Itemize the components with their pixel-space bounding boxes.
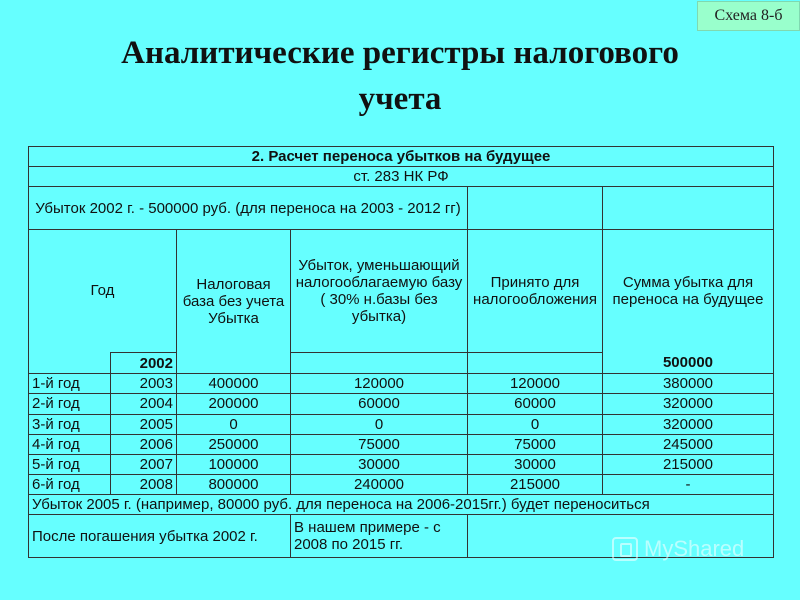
example-period-note: В нашем примере - с 2008 по 2015 гг. [291, 515, 468, 558]
table-row [29, 434, 774, 454]
row-carry-forward: 320000 [603, 414, 774, 434]
row-tax-base: 0 [177, 414, 291, 434]
loss-note: Убыток 2002 г. - 500000 руб. (для переноса на 2003 - 2012 гг) [29, 187, 468, 229]
table-row [29, 394, 774, 414]
watermark [612, 536, 744, 562]
row-year: 2007 [111, 454, 177, 474]
row-loss-reducing: 120000 [291, 374, 468, 394]
row-year: 2008 [111, 475, 177, 495]
row-year: 2005 [111, 414, 177, 434]
row-accepted: 215000 [468, 475, 603, 495]
row-carry-forward: 245000 [603, 434, 774, 454]
row-tax-base: 800000 [177, 475, 291, 495]
column-header-accepted: Принято для налогообложения [468, 229, 603, 352]
empty-cell [291, 352, 468, 373]
table-row [29, 454, 774, 474]
row-tax-base: 100000 [177, 454, 291, 474]
slide-title [0, 30, 800, 122]
table-row [29, 374, 774, 394]
row-carry-forward: - [603, 475, 774, 495]
row-year: 2004 [111, 394, 177, 414]
row-loss-reducing: 0 [291, 414, 468, 434]
row-tax-base: 200000 [177, 394, 291, 414]
row-label: 6-й год [29, 475, 111, 495]
row-label: 4-й год [29, 434, 111, 454]
row-carry-forward: 320000 [603, 394, 774, 414]
row-label: 1-й год [29, 374, 111, 394]
empty-cell [468, 352, 603, 373]
empty-cell [468, 187, 603, 229]
table-row [29, 475, 774, 495]
row-accepted: 30000 [468, 454, 603, 474]
row-accepted: 0 [468, 414, 603, 434]
slide-title-line-2: учета [358, 81, 442, 117]
row-accepted: 120000 [468, 374, 603, 394]
row-tax-base: 400000 [177, 374, 291, 394]
column-header-loss-reducing: Убыток, уменьшающий налогооблагаемую базу ( 30% н.базы без убытка) [291, 229, 468, 352]
column-header-year: Год [29, 229, 177, 352]
row-label: 2-й год [29, 394, 111, 414]
base-year: 2002 [111, 352, 177, 373]
tax-code-article: ст. 283 НК РФ [29, 167, 774, 187]
table-row [29, 414, 774, 434]
watermark-text: MyShared [644, 536, 745, 561]
row-label: 5-й год [29, 454, 111, 474]
row-loss-reducing: 30000 [291, 454, 468, 474]
row-year: 2003 [111, 374, 177, 394]
empty-cell [29, 352, 111, 373]
after-repayment-note: После погашения убытка 2002 г. [29, 515, 291, 558]
empty-cell [603, 187, 774, 229]
row-loss-reducing: 240000 [291, 475, 468, 495]
slide-scheme-badge: Схема 8-б [697, 1, 800, 31]
row-label: 3-й год [29, 414, 111, 434]
myshared-logo-icon [612, 537, 638, 561]
row-loss-reducing: 60000 [291, 394, 468, 414]
row-tax-base: 250000 [177, 434, 291, 454]
row-accepted: 60000 [468, 394, 603, 414]
loss-2005-footnote: Убыток 2005 г. (например, 80000 руб. для переноса на 2006-2015гг.) будет переноситься [29, 495, 774, 515]
row-carry-forward: 380000 [603, 374, 774, 394]
column-header-carry-forward: Сумма убытка для переноса на будущее [603, 229, 774, 352]
row-carry-forward: 215000 [603, 454, 774, 474]
tax-register-table [28, 146, 774, 558]
row-accepted: 75000 [468, 434, 603, 454]
slide-title-line-1: Аналитические регистры налогового [121, 35, 679, 71]
row-loss-reducing: 75000 [291, 434, 468, 454]
row-year: 2006 [111, 434, 177, 454]
table-heading: 2. Расчет переноса убытков на будущее [29, 147, 774, 167]
base-loss-amount: 500000 [603, 352, 774, 373]
column-header-tax-base: Налоговая база без учета Убытка [177, 229, 291, 373]
